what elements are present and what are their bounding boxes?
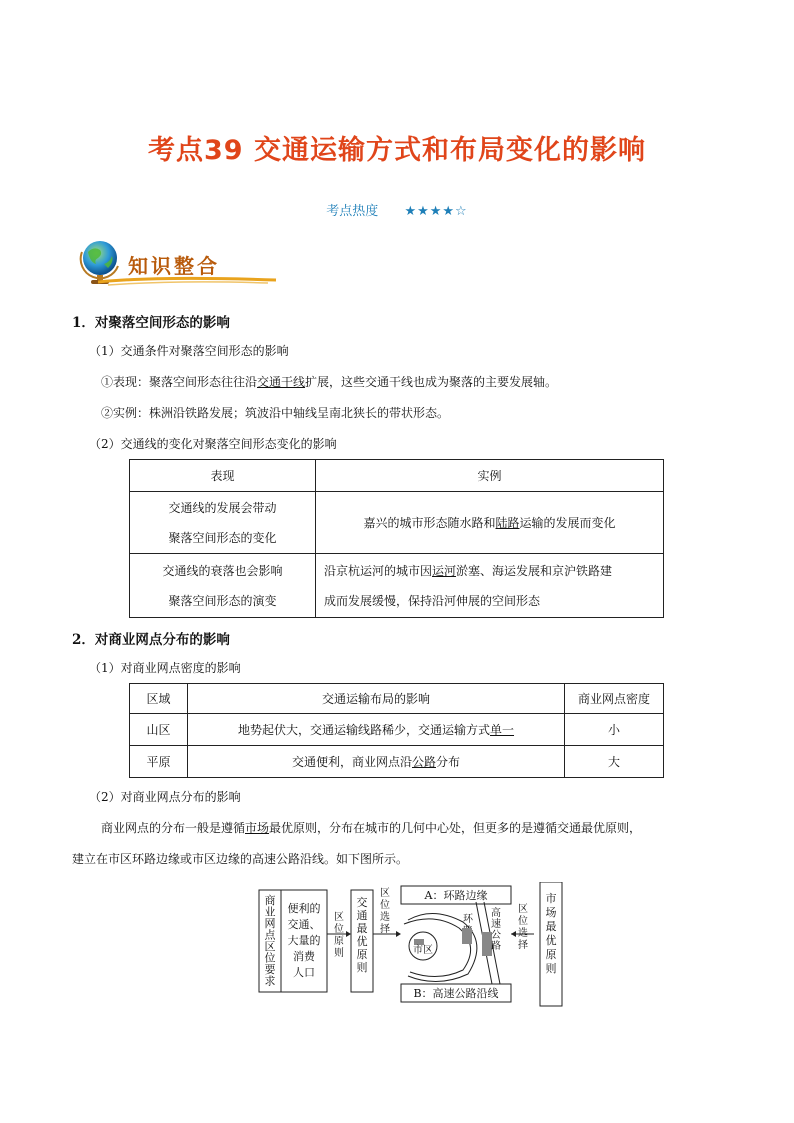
table-cell [188, 746, 565, 778]
text: 淤塞、海运发展和京沪铁路建 [456, 563, 613, 578]
difficulty-line [0, 200, 794, 219]
condition-line: 交通、 [287, 918, 321, 931]
arrow-label-selection-2: 区位选择 [518, 904, 528, 951]
text: 最优原则，分布在城市的几何中心处，但更多的是遵循交通最优原则， [269, 821, 642, 835]
paragraph: 建立在市区环路边缘或市区边缘的高速公路沿线。如下图所示。 [72, 852, 409, 866]
text: 扩展，这些交通干线也成为聚落的主要发展轴。 [305, 375, 558, 389]
sub-heading: （2）交通线的变化对聚落空间形态变化的影响 [89, 437, 337, 451]
section-label: 知识整合 [128, 254, 220, 278]
table-row [130, 746, 664, 778]
text: 地势起伏大，交通运输线路稀少，交通运输方式 [237, 723, 490, 737]
table-cell [188, 714, 565, 746]
text: 嘉兴的城市形态随水路和 [363, 516, 496, 530]
condition-line: 大量的 [287, 934, 321, 947]
table-cell: 小 [565, 714, 664, 746]
table-cell [316, 492, 664, 554]
box-transport-optimal-text: 交通最优原则 [356, 896, 368, 974]
ring-label: 环 [463, 914, 473, 925]
section-underline [98, 274, 278, 286]
header-cell: 实例 [316, 460, 664, 492]
table-row [130, 714, 664, 746]
header-cell: 区域 [130, 684, 188, 714]
table-row [130, 492, 664, 554]
arrowhead [346, 931, 351, 937]
text: 分布 [436, 755, 461, 769]
table-header-row [130, 460, 664, 492]
heading-1: 1．对聚落空间形态的影响 [72, 315, 230, 331]
heat-label: 考点热度 [326, 204, 379, 219]
table-density [129, 683, 664, 778]
box-requirements-text: 商业网点区位要求 [264, 894, 276, 988]
text: 沿京杭运河的城市因 [324, 563, 433, 578]
box-conditions-text [288, 901, 321, 979]
condition-line: 人口 [293, 966, 315, 979]
sub-heading: （2）对商业网点分布的影响 [89, 790, 241, 804]
heading-2: 2．对商业网点分布的影响 [72, 632, 230, 648]
text: 聚落空间形态的变化 [168, 530, 277, 545]
text: 交通便利，商业网点沿 [291, 755, 412, 769]
text: 成而发展缓慢，保持沿河伸展的空间形态 [324, 593, 541, 608]
text: 运输的发展而变化 [519, 516, 616, 530]
business-a [462, 928, 472, 944]
box-market-optimal-text: 市场最优原则 [545, 892, 557, 975]
table-cell [316, 554, 664, 618]
highway-label: 高速公路 [491, 908, 501, 952]
underlined-term: 交通干线 [257, 375, 306, 389]
label-a: A：环路边缘 [424, 889, 488, 902]
sub-heading: （1）交通条件对聚落空间形态的影响 [89, 344, 289, 358]
arrowhead [396, 931, 401, 937]
sub-heading: （1）对商业网点密度的影响 [89, 661, 241, 675]
label-b: B：高速公路沿线 [413, 987, 499, 1000]
underlined-term: 运河 [432, 563, 457, 578]
underlined-term: 公路 [411, 755, 436, 769]
paragraph [101, 819, 641, 836]
location-diagram [258, 882, 568, 1010]
arrowhead [511, 931, 516, 937]
text: ①表现：聚落空间形态往往沿 [101, 375, 258, 389]
table-cell: 大 [565, 746, 664, 778]
city-label: 市区 [413, 945, 433, 956]
header-cell: 商业网点密度 [565, 684, 664, 714]
table-cell: 平原 [130, 746, 188, 778]
table-header-row [130, 684, 664, 714]
arrow-label-principle: 区位原则 [334, 912, 344, 959]
underlined-term: 单一 [490, 723, 515, 737]
condition-line: 消费 [293, 950, 315, 963]
table-row [130, 554, 664, 618]
table-settlement [129, 459, 664, 618]
page-title: 考点39 交通运输方式和布局变化的影响 [148, 135, 646, 166]
header-cell: 表现 [130, 460, 316, 492]
header-cell: 交通运输布局的影响 [188, 684, 565, 714]
text: 交通线的发展会带动 [168, 500, 277, 515]
text: 交通线的衰落也会影响 [162, 563, 283, 578]
section-header [78, 238, 278, 290]
table-cell [130, 554, 316, 618]
paragraph [101, 373, 557, 390]
text: 聚落空间形态的演变 [168, 593, 277, 608]
underlined-term: 陆路 [495, 516, 520, 530]
table-cell: 山区 [130, 714, 188, 746]
arrow-label-selection: 区位选择 [380, 888, 390, 935]
text: 商业网点的分布一般是遵循 [101, 821, 246, 835]
heat-stars: ★★★★☆ [404, 204, 468, 219]
condition-line: 便利的 [287, 902, 321, 915]
underlined-term: 市场 [245, 821, 270, 835]
paragraph: ②实例：株洲沿铁路发展；筑波沿中轴线呈南北狭长的带状形态。 [101, 406, 450, 420]
table-cell [130, 492, 316, 554]
